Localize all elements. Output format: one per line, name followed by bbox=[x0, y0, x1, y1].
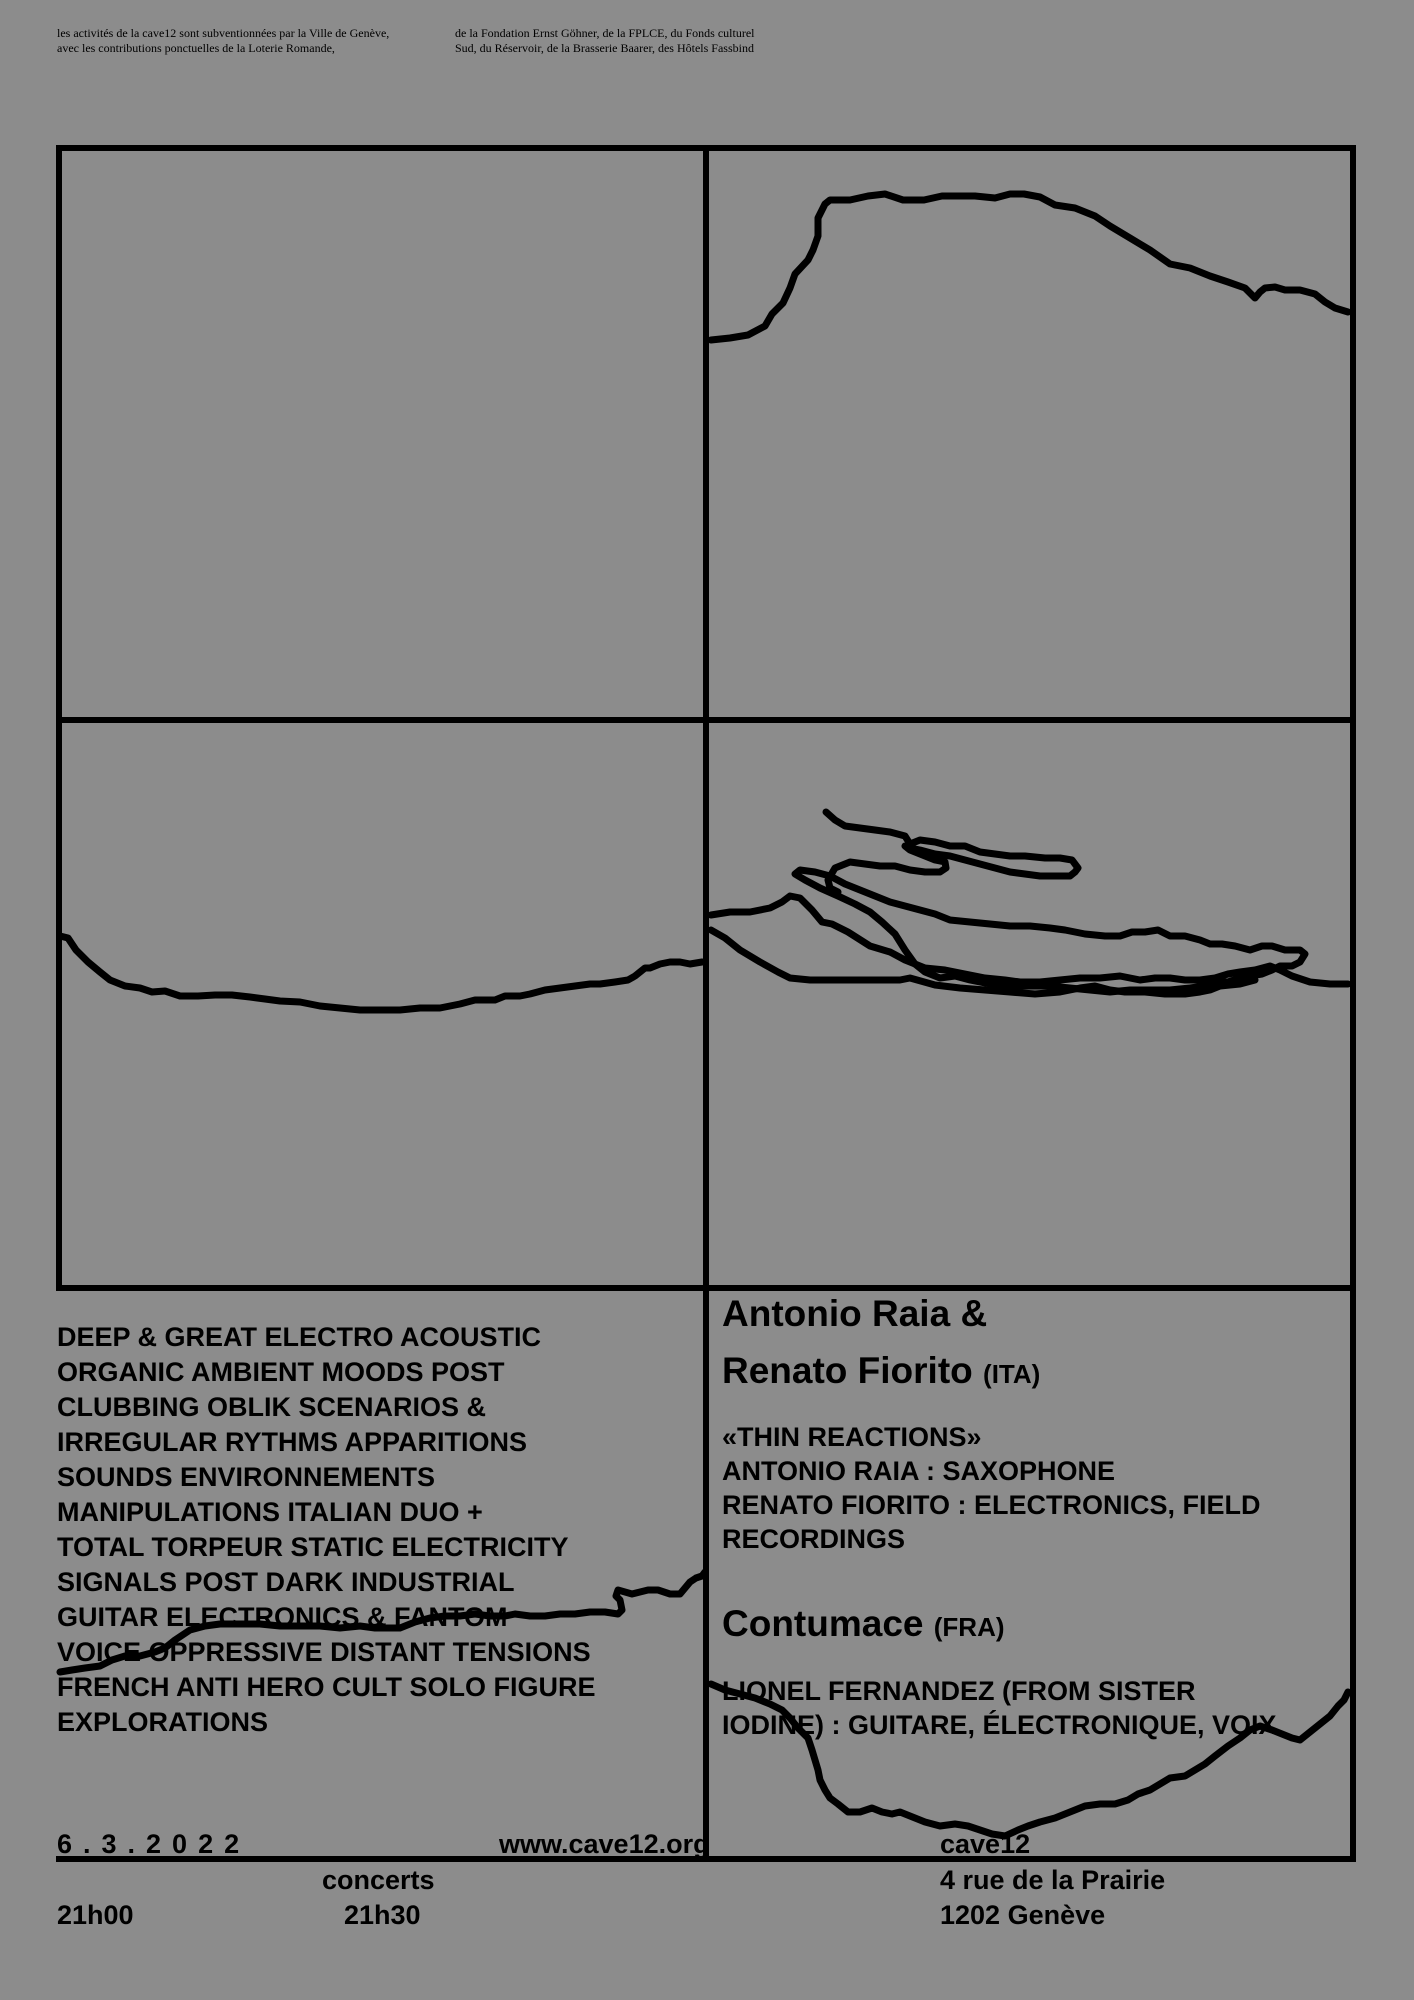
act1-detail-line: ANTONIO RAIA : SAXOPHONE bbox=[722, 1456, 1116, 1486]
grid-divider-vertical bbox=[703, 145, 709, 1862]
act2-detail-line: IODINE) : GUITARE, ÉLECTRONIQUE, VOIX bbox=[722, 1710, 1277, 1740]
description-line: EXPLORATIONS bbox=[57, 1707, 269, 1737]
description-line: FRENCH ANTI HERO CULT SOLO FIGURE bbox=[57, 1672, 596, 1702]
description-line: DEEP & GREAT ELECTRO ACOUSTIC bbox=[57, 1322, 542, 1352]
act1-detail-line: RECORDINGS bbox=[722, 1524, 906, 1554]
description-line: CLUBBING OBLIK SCENARIOS & bbox=[57, 1392, 487, 1422]
description-line: SIGNALS POST DARK INDUSTRIAL bbox=[57, 1567, 515, 1597]
act1-detail-line: «THIN REACTIONS» bbox=[722, 1422, 982, 1452]
credits-left-line2: avec les contributions ponctuelles de la Loterie Romande, bbox=[57, 41, 335, 55]
concerts-time: 21h30 bbox=[344, 1900, 421, 1930]
act1-detail-line: RENATO FIORITO : ELECTRONICS, FIELD bbox=[722, 1490, 1261, 1520]
venue-city: 1202 Genève bbox=[940, 1900, 1106, 1930]
credits-left-line1: les activités de la cave12 sont subventionnées par la Ville de Genève, bbox=[57, 26, 390, 40]
act1-name-line1: Antonio Raia & bbox=[722, 1293, 988, 1334]
grid-border-right bbox=[1350, 145, 1356, 1862]
concerts-label: concerts bbox=[322, 1865, 435, 1895]
description-line: MANIPULATIONS ITALIAN DUO + bbox=[57, 1497, 483, 1527]
description-line: ORGANIC AMBIENT MOODS POST bbox=[57, 1357, 505, 1387]
credits-right-line2: Sud, du Réservoir, de la Brasserie Baarer, des Hôtels Fassbind bbox=[455, 41, 754, 55]
act1-details bbox=[722, 1420, 1261, 1556]
description-line: VOICE OPPRESSIVE DISTANT TENSIONS bbox=[57, 1637, 591, 1667]
description-text bbox=[57, 1320, 697, 1740]
credits-left bbox=[57, 26, 389, 56]
website-link[interactable]: www.cave12.org bbox=[499, 1829, 710, 1859]
description-line: SOUNDS ENVIRONNEMENTS bbox=[57, 1462, 436, 1492]
act2-name: Contumace bbox=[722, 1603, 924, 1644]
event-date: 6.3.2022 bbox=[57, 1829, 251, 1859]
venue-name: cave12 bbox=[940, 1829, 1031, 1859]
description-line: GUITAR ELECTRONICS & FANTOM bbox=[57, 1602, 508, 1632]
grid-divider-horizontal-1 bbox=[56, 717, 1356, 723]
doors-time: 21h00 bbox=[57, 1900, 134, 1930]
credits-right-line1: de la Fondation Ernst Göhner, de la FPLCE, du Fonds culturel bbox=[455, 26, 755, 40]
grid-divider-horizontal-2 bbox=[56, 1285, 1356, 1291]
venue-street: 4 rue de la Prairie bbox=[940, 1865, 1166, 1895]
act1-name: Renato Fiorito bbox=[722, 1350, 973, 1391]
description-line: IRREGULAR RYTHMS APPARITIONS bbox=[57, 1427, 528, 1457]
description-line: TOTAL TORPEUR STATIC ELECTRICITY bbox=[57, 1532, 569, 1562]
credits-right bbox=[455, 26, 754, 56]
act2-detail-line: LIONEL FERNANDEZ (FROM SISTER bbox=[722, 1676, 1196, 1706]
act2-details bbox=[722, 1674, 1277, 1742]
act2-title bbox=[722, 1598, 1005, 1653]
act1-name-line2 bbox=[722, 1345, 1040, 1400]
act2-country: (FRA) bbox=[933, 1612, 1005, 1642]
act1-country: (ITA) bbox=[983, 1359, 1041, 1389]
